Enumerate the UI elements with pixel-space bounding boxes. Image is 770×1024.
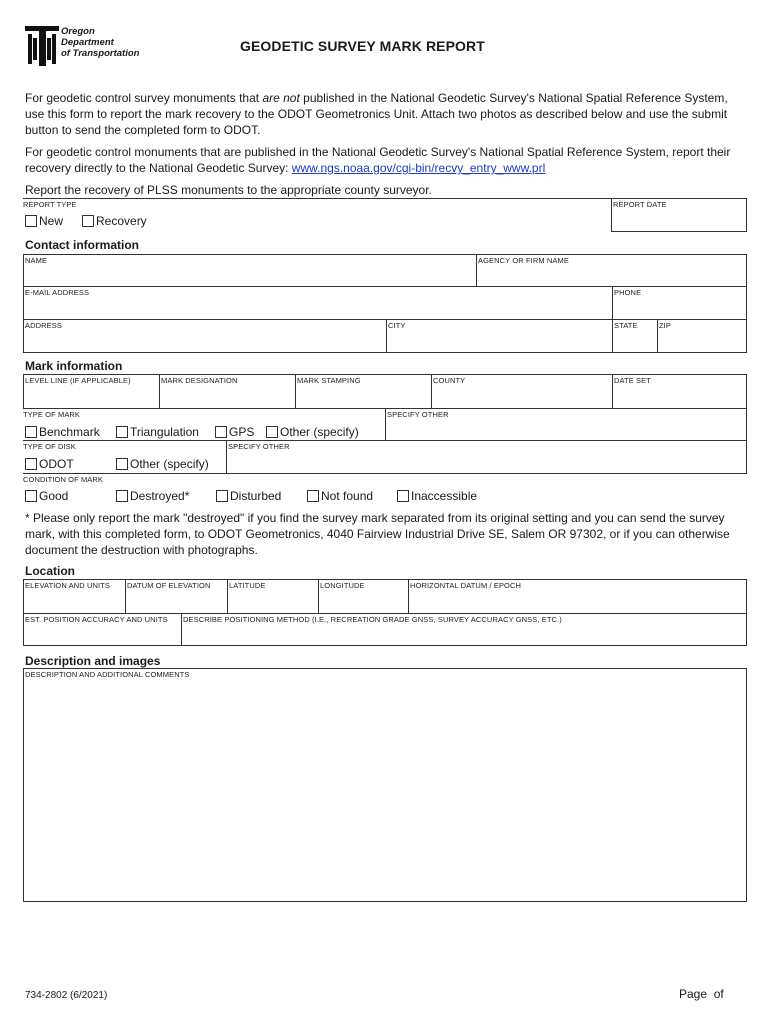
phone-field[interactable] — [612, 287, 746, 319]
destroyed-note: * Please only report the mark "destroyed" if you find the survey mark separated from its original setting and you can send the survey mark, with this completed form, to ODOT Geometronics, 4040 Fairview Industrial Drive SE, Salem OR 97302, or if you can otherwise document the destruction with photographs. — [25, 511, 730, 557]
description-label: DESCRIPTION AND ADDITIONAL COMMENTS — [25, 670, 190, 679]
mark-type-specify-label: SPECIFY OTHER — [387, 410, 449, 419]
latitude-label: LATITUDE — [229, 581, 266, 590]
org-name-line3: of Transportation — [61, 48, 140, 59]
description-heading: Description and images — [25, 654, 161, 668]
mark-type-specify-field[interactable] — [385, 409, 746, 440]
horizontal-datum-label: HORIZONTAL DATUM / EPOCH — [410, 581, 522, 590]
disk-type-other-checkbox[interactable]: Other (specify) — [116, 457, 209, 471]
longitude-label: LONGITUDE — [320, 581, 365, 590]
condition-row — [23, 473, 747, 507]
mark-type-other-checkbox[interactable]: Other (specify) — [266, 425, 359, 439]
report-type-recovery-checkbox[interactable]: Recovery — [82, 214, 147, 228]
condition-not-found-checkbox[interactable]: Not found — [307, 489, 373, 503]
org-name-line2: Department — [61, 37, 114, 48]
condition-inaccessible-checkbox[interactable]: Inaccessible — [397, 489, 477, 503]
county-label: COUNTY — [433, 376, 466, 385]
city-label: CITY — [388, 321, 406, 330]
contact-row-1 — [23, 254, 747, 287]
report-type-new-checkbox[interactable]: New — [25, 214, 63, 228]
mark-row-1 — [23, 374, 747, 409]
positioning-method-label: DESCRIBE POSITIONING METHOD (I.E., RECREATION GRADE GNSS, SURVEY ACCURACY GNSS, ETC.) — [183, 615, 562, 624]
condition-destroyed-checkbox[interactable]: Destroyed* — [116, 489, 189, 503]
condition-label: CONDITION OF MARK — [23, 475, 104, 484]
report-type-label: REPORT TYPE — [23, 200, 77, 209]
elevation-field[interactable]: ELEVATION AND UNITS — [25, 581, 110, 590]
contact-heading: Contact information — [25, 238, 139, 252]
condition-good-checkbox[interactable]: Good — [25, 489, 68, 503]
level-line-field[interactable]: LEVEL LINE (IF APPLICABLE) — [25, 376, 131, 385]
name-field[interactable]: NAME — [25, 256, 48, 265]
disk-specify-label: SPECIFY OTHER — [228, 442, 290, 451]
mark-heading: Mark information — [25, 359, 123, 373]
agency-field[interactable] — [476, 255, 746, 286]
state-label: STATE — [614, 321, 638, 330]
disk-type-label: TYPE OF DISK — [23, 442, 76, 451]
intro-paragraph-1: For geodetic control survey monuments that are not published in the National Geodetic Survey's National Spatial Reference System, use this form to report the mark recovery to the ODOT Geometronics Unit. Attach two photos as described below and use the submit button to send the completed form to ODOT. — [25, 91, 728, 137]
date-set-label: DATE SET — [614, 376, 651, 385]
mark-type-row — [23, 408, 747, 441]
description-field[interactable] — [23, 668, 747, 902]
mark-type-gps-checkbox[interactable]: GPS — [215, 425, 254, 439]
disk-type-odot-checkbox[interactable]: ODOT — [25, 457, 74, 471]
mark-type-triangulation-checkbox[interactable]: Triangulation — [116, 425, 199, 439]
horizontal-datum-field[interactable] — [408, 580, 746, 613]
page-title: GEODETIC SURVEY MARK REPORT — [240, 38, 485, 54]
condition-disturbed-checkbox[interactable]: Disturbed — [216, 489, 281, 503]
date-set-field[interactable] — [612, 375, 746, 408]
location-heading: Location — [25, 564, 75, 578]
odot-logo-icon — [24, 24, 60, 68]
agency-label: AGENCY OR FIRM NAME — [478, 256, 569, 265]
report-date-field[interactable] — [611, 198, 747, 232]
form-number: 734-2802 (6/2021) — [25, 990, 108, 1001]
disk-type-row — [23, 440, 747, 474]
page-number: Page of — [679, 987, 724, 1001]
email-field[interactable]: E-MAIL ADDRESS — [25, 288, 90, 297]
zip-label: ZIP — [659, 321, 671, 330]
report-type-field — [23, 198, 611, 232]
contact-row-2 — [23, 286, 747, 320]
mark-designation-label: MARK DESIGNATION — [161, 376, 238, 385]
ngs-recovery-link[interactable]: www.ngs.noaa.gov/cgi-bin/recvy_entry_www.prl — [291, 161, 546, 175]
zip-field[interactable] — [657, 320, 746, 352]
phone-label: PHONE — [614, 288, 642, 297]
location-row-2 — [23, 613, 747, 646]
contact-row-3 — [23, 319, 747, 353]
mark-stamping-label: MARK STAMPING — [297, 376, 361, 385]
odot-logo — [24, 24, 164, 68]
location-row-1 — [23, 579, 747, 614]
address-field[interactable]: ADDRESS — [25, 321, 62, 330]
mark-type-label: TYPE OF MARK — [23, 410, 81, 419]
disk-specify-field[interactable] — [226, 441, 746, 473]
report-date-label: REPORT DATE — [613, 200, 667, 209]
org-name-line1: Oregon — [61, 26, 95, 37]
intro-paragraph-3: Report the recovery of PLSS monuments to the appropriate county surveyor. — [25, 183, 432, 197]
mark-type-benchmark-checkbox[interactable]: Benchmark — [25, 425, 100, 439]
datum-elevation-label: DATUM OF ELEVATION — [127, 581, 211, 590]
intro-paragraph-2: For geodetic control monuments that are published in the National Geodetic Survey's National Spatial Reference System, report their recovery directly to the National Geodetic Survey: www.ngs.noaa.gov/cgi-bin/recvy_entry_www.prl — [25, 145, 731, 175]
positioning-method-field[interactable] — [181, 614, 746, 645]
accuracy-field[interactable]: EST. POSITION ACCURACY AND UNITS — [25, 615, 168, 624]
